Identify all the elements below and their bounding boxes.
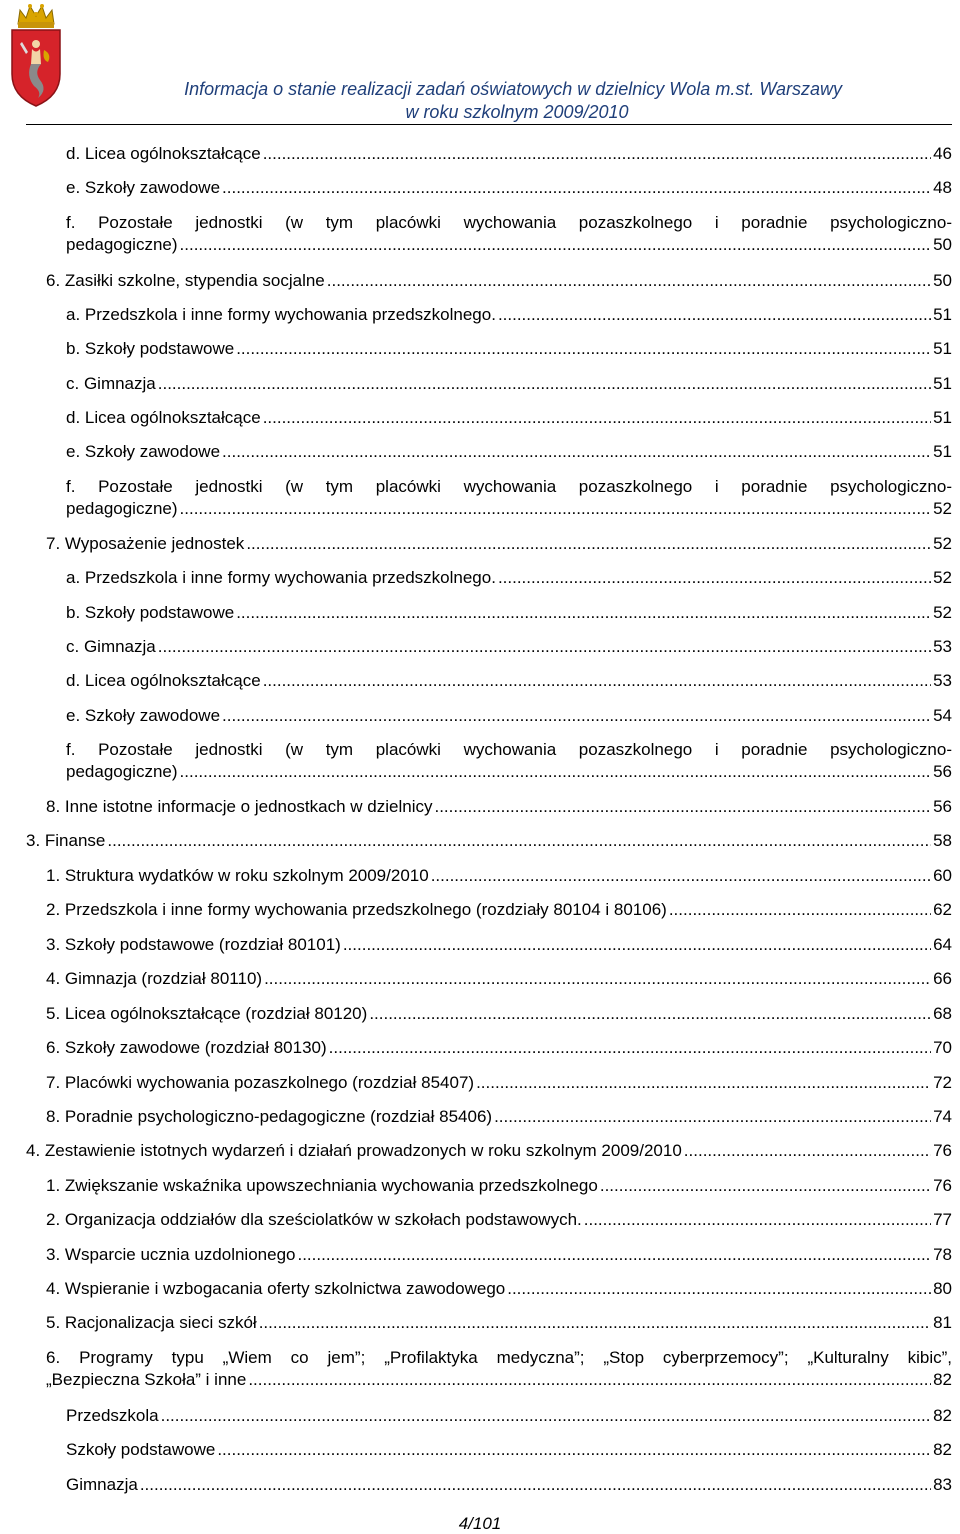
toc-page-number: 50	[933, 271, 952, 290]
toc-page-number: 74	[933, 1107, 952, 1126]
toc-page-number: 83	[933, 1475, 952, 1494]
toc-entry-text: d. Licea ogólnokształcące	[66, 671, 261, 690]
toc-entry-text: 7. Wyposażenie jednostek	[46, 534, 245, 553]
toc-leader-dots	[180, 234, 932, 256]
toc-page-number: 56	[933, 762, 952, 781]
toc-leader-dots	[236, 338, 931, 360]
header-divider	[26, 124, 952, 125]
toc-entry[interactable]	[66, 1439, 952, 1461]
toc-entry[interactable]	[46, 1037, 952, 1059]
page-header	[0, 0, 960, 130]
toc-page-number: 51	[933, 374, 952, 393]
toc-entry[interactable]	[46, 1312, 952, 1334]
toc-leader-dots	[343, 934, 931, 956]
toc-entry-text: b. Szkoły podstawowe	[66, 339, 235, 358]
toc-entry-text: f. Pozostałe jednostki (w tym placówki wychowania pozaszkolnego i poradnie psychologiczno-	[66, 740, 952, 759]
toc-page-number: 52	[933, 499, 952, 518]
toc-leader-dots	[246, 533, 931, 555]
toc-page-number: 62	[933, 900, 952, 919]
toc-leader-dots	[327, 270, 931, 292]
toc-entry-text: 2. Przedszkola i inne formy wychowania przedszkolnego (rozdziały 80104 i 80106)	[46, 900, 667, 919]
toc-page-number: 48	[933, 178, 952, 197]
toc-entry[interactable]	[46, 1244, 952, 1266]
toc-entry-text: 8. Poradnie psychologiczno-pedagogiczne (rozdział 85406)	[46, 1107, 493, 1126]
toc-leader-dots	[434, 796, 931, 818]
toc-entry-text: 5. Racjonalizacja sieci szkół	[46, 1313, 257, 1332]
toc-leader-dots	[248, 1369, 931, 1391]
toc-entry-text: 6. Zasiłki szkolne, stypendia socjalne	[46, 271, 325, 290]
toc-entry-text: Przedszkola	[66, 1406, 159, 1425]
toc-page-number: 64	[933, 935, 952, 954]
toc-entry[interactable]	[46, 968, 952, 990]
toc-entry[interactable]	[46, 1278, 952, 1300]
toc-entry[interactable]	[66, 1474, 952, 1496]
toc-entry[interactable]	[26, 830, 952, 852]
toc-leader-dots	[476, 1072, 931, 1094]
toc-page-number: 82	[933, 1406, 952, 1425]
toc-entry[interactable]	[66, 177, 952, 199]
toc-leader-dots	[329, 1037, 931, 1059]
toc-entry-text: a. Przedszkola i inne formy wychowania przedszkolnego.	[66, 305, 496, 324]
toc-entry[interactable]	[46, 533, 952, 555]
toc-leader-dots	[297, 1244, 931, 1266]
toc-page-number: 81	[933, 1313, 952, 1332]
toc-page-number: 53	[933, 671, 952, 690]
toc-entry-text: a. Przedszkola i inne formy wychowania przedszkolnego.	[66, 568, 496, 587]
toc-leader-dots	[140, 1474, 931, 1496]
toc-page-number: 51	[933, 408, 952, 427]
header-title-line2: w roku szkolnym 2009/2010	[405, 102, 629, 122]
toc-leader-dots	[498, 567, 931, 589]
toc-page-number: 76	[933, 1141, 952, 1160]
toc-entry-text: 4. Gimnazja (rozdział 80110)	[46, 969, 263, 988]
toc-page-number: 80	[933, 1279, 952, 1298]
toc-entry[interactable]	[46, 934, 952, 956]
toc-entry-text-continued: „Bezpieczna Szkoła” i inne	[46, 1370, 247, 1389]
toc-entry-text: f. Pozostałe jednostki (w tym placówki wychowania pozaszkolnego i poradnie psychologiczno-	[66, 477, 952, 496]
toc-entry-text-continued: pedagogiczne)	[66, 235, 178, 254]
toc-leader-dots	[369, 1003, 931, 1025]
toc-leader-dots	[180, 498, 932, 520]
toc-page-number: 56	[933, 797, 952, 816]
toc-entry[interactable]	[46, 899, 952, 921]
toc-entry[interactable]	[66, 1405, 952, 1427]
toc-leader-dots	[158, 636, 931, 658]
toc-leader-dots	[217, 1439, 931, 1461]
toc-leader-dots	[494, 1106, 931, 1128]
toc-leader-dots	[584, 1209, 931, 1231]
toc-page-number: 72	[933, 1073, 952, 1092]
toc-entry[interactable]	[66, 212, 952, 256]
toc-entry[interactable]	[46, 270, 952, 292]
toc-page-number: 60	[933, 866, 952, 885]
toc-entry-text: b. Szkoły podstawowe	[66, 603, 235, 622]
toc-entry[interactable]	[66, 636, 952, 658]
page-number: 4/101	[458, 1514, 502, 1533]
toc-leader-dots	[600, 1175, 931, 1197]
toc-leader-dots	[259, 1312, 931, 1334]
toc-page-number: 82	[933, 1440, 952, 1459]
toc-entry-text: 8. Inne istotne informacje o jednostkach w dzielnicy	[46, 797, 433, 816]
toc-leader-dots	[180, 761, 932, 783]
toc-entry-text: 6. Szkoły zawodowe (rozdział 80130)	[46, 1038, 327, 1057]
warsaw-coat-of-arms-icon	[8, 2, 64, 108]
toc-leader-dots	[222, 705, 931, 727]
toc-entry-text: e. Szkoły zawodowe	[66, 442, 221, 461]
toc-entry-text: Szkoły podstawowe	[66, 1440, 216, 1459]
toc-page-number: 50	[933, 235, 952, 254]
toc-entry[interactable]	[66, 739, 952, 783]
toc-leader-dots	[507, 1278, 931, 1300]
toc-entry-text-continued: pedagogiczne)	[66, 762, 178, 781]
toc-entry[interactable]	[46, 796, 952, 818]
toc-entry-text: 4. Wspieranie i wzbogacania oferty szkolnictwa zawodowego	[46, 1279, 506, 1298]
header-title-line1: Informacja o stanie realizacji zadań oświatowych w dzielnicy Wola m.st. Warszawy	[184, 79, 842, 99]
toc-page-number: 70	[933, 1038, 952, 1057]
toc-entry-text: f. Pozostałe jednostki (w tym placówki wychowania pozaszkolnego i poradnie psychologiczno-	[66, 213, 952, 232]
toc-entry[interactable]	[66, 670, 952, 692]
toc-entry[interactable]	[66, 441, 952, 463]
toc-entry[interactable]	[46, 1209, 952, 1231]
toc-entry[interactable]	[66, 476, 952, 520]
toc-entry-text: 3. Szkoły podstawowe (rozdział 80101)	[46, 935, 341, 954]
toc-leader-dots	[669, 899, 931, 921]
toc-leader-dots	[158, 373, 931, 395]
toc-entry[interactable]	[46, 1347, 952, 1391]
toc-page-number: 58	[933, 831, 952, 850]
toc-entry-text: c. Gimnazja	[66, 374, 156, 393]
toc-leader-dots	[222, 177, 931, 199]
toc-entry-text: 4. Zestawienie istotnych wydarzeń i działań prowadzonych w roku szkolnym 2009/2010	[26, 1141, 682, 1160]
toc-entry[interactable]	[66, 338, 952, 360]
toc-entry-text: e. Szkoły zawodowe	[66, 178, 221, 197]
toc-entry[interactable]	[46, 1175, 952, 1197]
toc-entry-text: d. Licea ogólnokształcące	[66, 144, 261, 163]
toc-entry[interactable]	[66, 567, 952, 589]
toc-page-number: 78	[933, 1245, 952, 1264]
toc-entry-text: 6. Programy typu „Wiem co jem”; „Profilaktyka medyczna”; „Stop cyberprzemocy”; „Kulturalny kibic”,	[46, 1348, 952, 1367]
toc-entry-text: 3. Finanse	[26, 831, 106, 850]
toc-page-number: 82	[933, 1370, 952, 1389]
toc-entry-text: e. Szkoły zawodowe	[66, 706, 221, 725]
toc-entry[interactable]	[46, 1072, 952, 1094]
toc-entry-text: 2. Organizacja oddziałów dla sześciolatków w szkołach podstawowych.	[46, 1210, 582, 1229]
header-title	[82, 78, 842, 124]
toc-page-number: 52	[933, 568, 952, 587]
toc-leader-dots	[263, 670, 931, 692]
toc-entry[interactable]	[66, 373, 952, 395]
toc-entry[interactable]	[46, 1106, 952, 1128]
toc-entry-text: d. Licea ogólnokształcące	[66, 408, 261, 427]
toc-entry-text-continued: pedagogiczne)	[66, 499, 178, 518]
toc-leader-dots	[684, 1140, 931, 1162]
toc-page-number: 52	[933, 534, 952, 553]
toc-leader-dots	[236, 602, 931, 624]
toc-page-number: 54	[933, 706, 952, 725]
toc-page-number: 66	[933, 969, 952, 988]
toc-page-number: 68	[933, 1004, 952, 1023]
toc-entry[interactable]	[66, 143, 952, 165]
toc-entry[interactable]	[26, 1140, 952, 1162]
toc-page-number: 76	[933, 1176, 952, 1195]
toc-page-number: 52	[933, 603, 952, 622]
toc-entry-text: c. Gimnazja	[66, 637, 156, 656]
toc-entry-text: 1. Zwiększanie wskaźnika upowszechniania wychowania przedszkolnego	[46, 1176, 598, 1195]
toc-page-number: 51	[933, 305, 952, 324]
toc-entry[interactable]	[66, 304, 952, 326]
toc-entry-text: Gimnazja	[66, 1475, 138, 1494]
toc-leader-dots	[222, 441, 931, 463]
toc-entry-text: 7. Placówki wychowania pozaszkolnego (rozdział 85407)	[46, 1073, 475, 1092]
toc-entry[interactable]	[46, 1003, 952, 1025]
toc-page-number: 53	[933, 637, 952, 656]
toc-page-number: 46	[933, 144, 952, 163]
toc-page-number: 51	[933, 442, 952, 461]
toc-leader-dots	[431, 865, 931, 887]
toc-entry[interactable]	[46, 865, 952, 887]
toc-entry[interactable]	[66, 602, 952, 624]
toc-leader-dots	[263, 143, 931, 165]
toc-entry[interactable]	[66, 407, 952, 429]
toc-leader-dots	[263, 407, 931, 429]
toc-leader-dots	[498, 304, 931, 326]
toc-page-number: 77	[933, 1210, 952, 1229]
toc-leader-dots	[264, 968, 931, 990]
toc-entry-text: 1. Struktura wydatków w roku szkolnym 2009/2010	[46, 866, 429, 885]
toc-page-number: 51	[933, 339, 952, 358]
toc-entry[interactable]	[66, 705, 952, 727]
toc-entry-text: 3. Wsparcie ucznia uzdolnionego	[46, 1245, 296, 1264]
toc-leader-dots	[161, 1405, 931, 1427]
toc-entry-text: 5. Licea ogólnokształcące (rozdział 80120)	[46, 1004, 368, 1023]
toc-leader-dots	[107, 830, 931, 852]
